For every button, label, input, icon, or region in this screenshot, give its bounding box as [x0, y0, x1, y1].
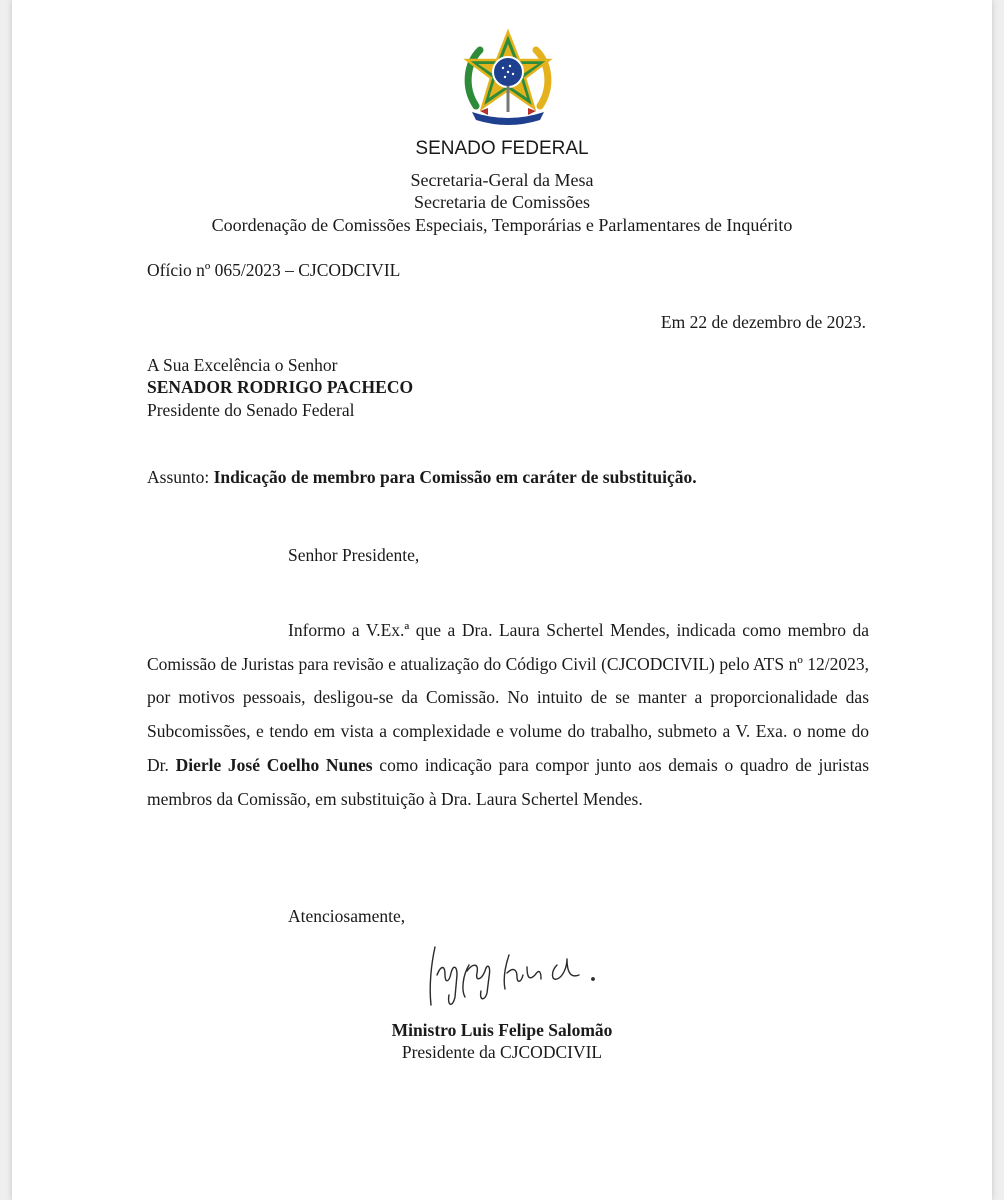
institution-name: SENADO FEDERAL	[415, 138, 589, 159]
body-part-2: como indicação para compor junto aos demais o quadro de juristas membros da Comissão, em substituição à Dra. Laura Schertel Mendes.	[147, 754, 870, 809]
signer-name: Ministro Luis Felipe Salomão	[391, 1020, 613, 1040]
body-part-1: Informo a V.Ex.ª que a Dra. Laura Schertel Mendes, indicada como membro da Comissão de Juristas para revisão e atualização do Código Civil (CJCODCIVIL) pelo ATS nº 12/2023, por motivos pessoais, desligou-se da Comissão. No intuito de se manter a proporcionalidade das Subcomissões, e tendo em vista a complexidade e volume do trabalho, submeto a V. Exa. o nome do Dr.	[147, 620, 869, 775]
header-line-3: Coordenação de Comissões Especiais, Temporárias e Parlamentares de Inquérito	[211, 215, 793, 235]
addressee-salutation: A Sua Excelência o Senhor	[147, 355, 338, 375]
subject-line	[147, 467, 697, 488]
body-paragraph	[147, 614, 869, 816]
document-date: Em 22 de dezembro de 2023.	[660, 312, 866, 332]
subject-text: Indicação de membro para Comissão em caráter de substituição.	[213, 467, 697, 487]
document-reference: Ofício nº 065/2023 – CJCODCIVIL	[147, 260, 401, 280]
addressee-name: SENADOR RODRIGO PACHECO	[147, 377, 414, 397]
document-page	[12, 0, 992, 1200]
body-highlight-name: Dierle José Coelho Nunes	[175, 754, 373, 775]
signer-title: Presidente da CJCODCIVIL	[401, 1042, 603, 1062]
header-line-2: Secretaria de Comissões	[414, 192, 590, 212]
brazil-coat-of-arms-icon	[458, 28, 558, 128]
addressee-role: Presidente do Senado Federal	[147, 400, 355, 420]
header-line-1: Secretaria-Geral da Mesa	[410, 170, 594, 190]
closing: Atenciosamente,	[288, 906, 406, 926]
handwritten-signature	[417, 935, 602, 1015]
subject-label: Assunto:	[147, 467, 210, 487]
greeting: Senhor Presidente,	[288, 545, 420, 565]
